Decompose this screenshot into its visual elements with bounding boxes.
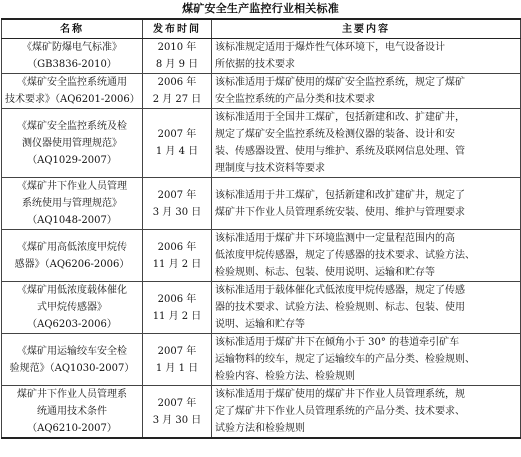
table-body (2, 39, 521, 439)
content-line: 所依据的技术要求 (215, 59, 295, 70)
cell-date (143, 178, 212, 230)
header-name: 名称 (2, 19, 143, 39)
name-line: 《煤矿用高低浓度甲烷传 (17, 241, 127, 253)
cell-content (212, 334, 521, 386)
cell-content (212, 39, 521, 74)
content-line: 器的技术要求、试验方法、检验规则、标志、包装、使用 (215, 302, 465, 313)
date-line: 2006 年 (157, 293, 197, 305)
date-line: 1 月 1 日 (155, 362, 199, 374)
cell-date (143, 109, 212, 178)
name-line: 《煤矿安全监控系统通用 (17, 77, 127, 88)
cell-date (143, 386, 212, 439)
date-line: 3 月 30 日 (152, 414, 202, 426)
name-line: 感器》（AQ6206-2006） (14, 258, 130, 270)
content-line: 装、传感器设置、使用与维护、系统及联网信息处理、管 (215, 146, 465, 157)
content-line: 该标准规定适用于爆炸性气体环境下，电气设备设计 (215, 42, 445, 53)
content-line: 该标准适用于煤矿使用的煤矿安全监控系统，规定了煤矿 (215, 77, 465, 88)
header-content: 主要内容 (212, 19, 521, 39)
cell-name (2, 334, 143, 386)
date-line: 3 月 30 日 (152, 206, 202, 218)
date-line: 8 月 9 日 (155, 59, 199, 70)
cell-date (143, 282, 212, 334)
date-line: 2 月 27 日 (152, 94, 202, 105)
name-line: （AQ6210-2007） (27, 423, 117, 434)
table-row (2, 230, 521, 282)
content-line: 说明、运输和贮存等 (215, 319, 305, 330)
date-line: 2007 年 (157, 129, 197, 140)
cell-name (2, 230, 143, 282)
content-line: 该标准适用于煤矿井下在倾角小于 30° 的巷道牵引矿车 (215, 337, 460, 348)
name-line: 测仪器使用管理规范》 (22, 137, 122, 149)
name-line: （GB3836-2010） (27, 59, 117, 70)
name-line: 《煤矿用运输绞车安全检 (17, 345, 127, 357)
cell-content (212, 178, 521, 230)
cell-name (2, 74, 143, 109)
date-line: 2010 年 (157, 42, 197, 53)
cell-content (212, 109, 521, 178)
content-line: 理制度与技术资料等要求 (215, 163, 325, 174)
name-line: 煤矿井下作业人员管理系 (17, 389, 127, 400)
cell-date (143, 230, 212, 282)
date-line: 1 月 4 日 (155, 146, 199, 157)
content-line: 该标准适用于煤矿井下环境监测中一定量程范围内的高 (215, 233, 455, 244)
cell-content (212, 282, 521, 334)
date-line: 11 月 2 日 (152, 258, 202, 270)
date-line: 2007 年 (157, 345, 197, 357)
date-line: 11 月 2 日 (152, 310, 202, 322)
name-line: 《煤矿用低浓度载体催化 (17, 285, 127, 296)
cell-name (2, 282, 143, 334)
cell-name (2, 386, 143, 439)
content-line: 规定了煤矿安全监控系统及检测仪器的装备、设计和安 (215, 129, 455, 140)
content-line: 该标准适用于载体催化式低浓度甲烷传感器，规定了传感 (215, 285, 465, 296)
content-line: 运输物料的绞车，规定了运输绞车的产品分类、检验规则、 (215, 354, 475, 365)
header-row (2, 19, 521, 39)
content-line: 该标准适用于全国井工煤矿，包括新建和改、扩建矿井， (215, 112, 465, 123)
name-line: 《煤矿安全监控系统及检 (17, 120, 127, 132)
cell-content (212, 386, 521, 439)
cell-name (2, 39, 143, 74)
name-line: 式甲烷传感器》 (37, 302, 107, 313)
name-line: 系统使用与管理规范》 (22, 198, 122, 209)
content-line: 该标准适用于煤矿使用的煤矿井下作业人员管理系统，规 (215, 389, 465, 400)
name-line: （AQ1029-2007） (27, 154, 117, 166)
cell-date (143, 39, 212, 74)
cell-name (2, 109, 143, 178)
table-row (2, 334, 521, 386)
table-row (2, 282, 521, 334)
name-line: 统通用技术条件 (37, 406, 107, 417)
content-line: 定了煤矿井下作业人员管理系统的产品分类、技术要求、 (215, 406, 465, 417)
date-line: 2006 年 (157, 241, 197, 253)
name-line: （AQ1048-2007） (27, 215, 117, 226)
content-line: 低浓度甲烷传感器，规定了传感器的技术要求、试验方法、 (215, 250, 475, 261)
name-line: 《煤矿井下作业人员管理 (17, 181, 127, 192)
content-line: 安全监控系统的产品分类和技术要求 (215, 94, 375, 105)
name-line: 技术要求》（AQ6201-2006） (5, 94, 140, 105)
table-title: 煤矿安全生产监控行业相关标准 (182, 2, 339, 15)
table-row (2, 109, 521, 178)
cell-content (212, 74, 521, 109)
header-date: 发布时间 (143, 19, 212, 39)
table-row (2, 39, 521, 74)
content-line: 检验内容、检验方法、检验规则 (215, 371, 355, 382)
table-row (2, 386, 521, 439)
content-line: 检验规则、标志、包装、使用说明、运输和贮存等 (215, 267, 435, 278)
content-line: 该标准适用于井工煤矿，包括新建和改扩建矿井，规定了 (215, 189, 465, 201)
cell-date (143, 334, 212, 386)
name-line: （AQ6203-2006） (27, 319, 117, 330)
name-line: 验规范》（AQ1030-2007） (9, 362, 135, 374)
table-row (2, 74, 521, 109)
date-line: 2006 年 (157, 77, 197, 88)
standards-table (1, 18, 521, 439)
date-line: 2007 年 (157, 397, 197, 409)
content-line: 煤矿井下作业人员管理系统安装、使用、维护与管理要求 (215, 206, 465, 218)
cell-date (143, 74, 212, 109)
table-row (2, 178, 521, 230)
date-line: 2007 年 (157, 189, 197, 201)
name-line: 《煤矿防爆电气标准》 (22, 42, 122, 53)
cell-content (212, 230, 521, 282)
content-line: 试验方法和检验规则 (215, 423, 305, 434)
cell-name (2, 178, 143, 230)
